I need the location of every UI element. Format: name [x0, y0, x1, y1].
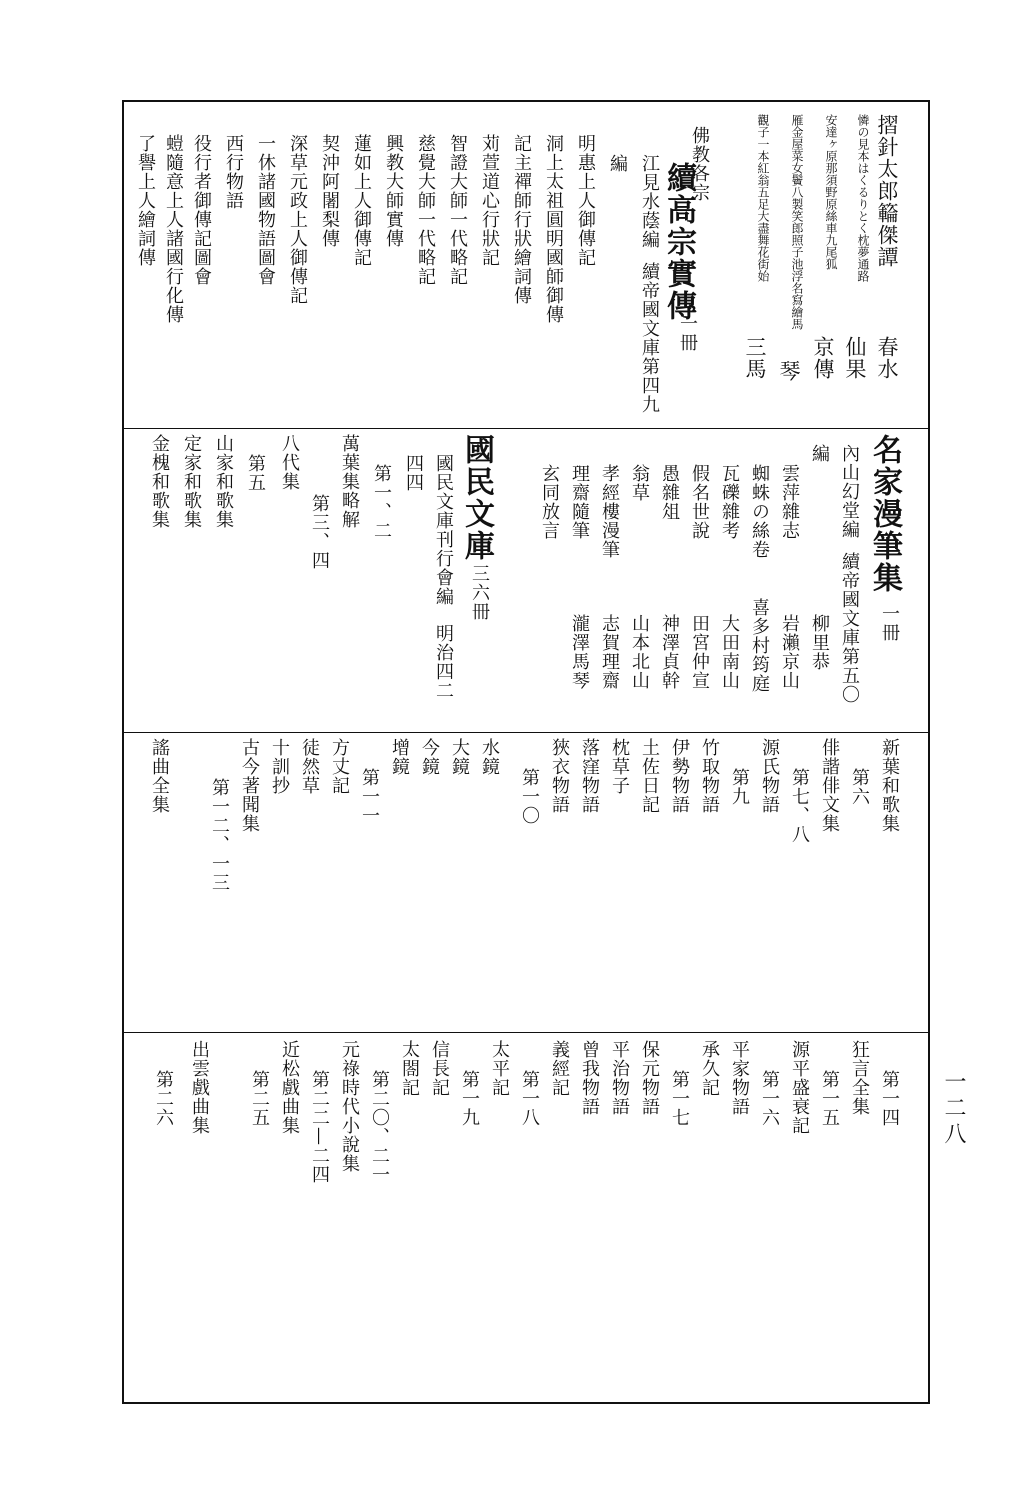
volume-no: 第二〇、二一: [369, 1070, 390, 1184]
entry-title: 憐の見本はくるりとく枕夢通路: [856, 114, 870, 282]
list-item: 智證大師一代略記: [447, 134, 468, 286]
list-item: 役行者御傳記圖會: [191, 134, 212, 286]
volume-no: 第五: [245, 454, 266, 492]
volume-no: 第二五: [249, 1070, 270, 1127]
list-item: 土佐日記: [639, 738, 660, 814]
list-item: 定家和歌集: [181, 434, 202, 529]
series-ref: 續帝國文庫第四九: [639, 262, 660, 414]
list-item: 出雲戲曲集: [189, 1040, 210, 1135]
volume-no: 第一八: [519, 1070, 540, 1127]
volume-no: 第三、四: [309, 494, 330, 570]
volume-no: 第二六: [153, 1070, 174, 1127]
publish-date: 四四: [403, 454, 424, 492]
list-item: 新葉和歌集: [879, 738, 900, 833]
entry-author: 春水: [875, 336, 899, 380]
list-item: 明惠上人御傳記: [575, 134, 596, 267]
series-ref: 續帝國文庫第五〇: [839, 552, 860, 704]
list-item: 洞上太祖圓明國師御傳: [543, 134, 564, 324]
author: 大田南山: [719, 614, 740, 690]
volume-count: 一冊: [879, 604, 900, 642]
volume-no: 第一七: [669, 1070, 690, 1127]
entry-title: 雁金屋菜女鬢八製笑郎照子池浮名寫繪馬: [790, 114, 804, 330]
page-number: 一二八: [941, 1070, 966, 1148]
list-item: 了譽上人繪詞傳: [135, 134, 156, 267]
list-item: 枕草子: [609, 738, 630, 795]
list-item: 竹取物語: [699, 738, 720, 814]
volume-no: 第一四: [879, 1070, 900, 1127]
list-item: 契沖阿闍梨傳: [319, 134, 340, 248]
collection-title: 續高宗實傳: [661, 162, 696, 322]
volume-no: 第六: [849, 768, 870, 806]
list-item: 深草元政上人御傳記: [287, 134, 308, 305]
entry-title: 安達ヶ原那須野原絲車九尾狐: [824, 114, 838, 270]
list-item: 苅萱道心行狀記: [479, 134, 500, 267]
entry-title: 摺針太郎𥶡傑譚: [875, 114, 899, 268]
list-item: 翁草: [629, 464, 650, 502]
author: 志賀理齋: [599, 614, 620, 690]
entry-author: 琴: [777, 360, 801, 382]
entry-author: 三馬: [743, 336, 767, 380]
list-item: 源平盛衰記: [789, 1040, 810, 1135]
list-item: 信長記: [429, 1040, 450, 1097]
author: 喜多村筠庭: [749, 598, 770, 693]
list-item: 一休諸國物語圖會: [255, 134, 276, 286]
tier-2: [128, 434, 924, 726]
tier-3: [128, 738, 924, 1028]
list-item: 八代集: [279, 434, 300, 491]
list-item: 元祿時代小說集: [339, 1040, 360, 1173]
list-item: 螘隨意上人諸國行化傳: [163, 134, 184, 324]
editor-suffix: 編: [809, 444, 830, 463]
list-item: 蜘蛛の絲卷: [749, 464, 770, 559]
list-item: 蓮如上人御傳記: [351, 134, 372, 267]
collection-title: 名家漫筆集: [867, 434, 902, 594]
entry-title: 觀子一本紅翁五足大盡舞花街始: [756, 114, 770, 282]
editor-suffix: 編: [607, 154, 628, 173]
list-item: 大鏡: [449, 738, 470, 776]
list-item: 方丈記: [329, 738, 350, 795]
list-item: 記主禪師行狀繪詞傳: [511, 134, 532, 305]
author: 瀧澤馬琴: [569, 614, 590, 690]
list-item: 承久記: [699, 1040, 720, 1097]
list-item: 瓦礫雜考: [719, 464, 740, 540]
entry-author: 京傳: [811, 336, 835, 380]
list-item: 徒然草: [299, 738, 320, 795]
list-item: 西行物語: [223, 134, 244, 210]
volume-no: 第一二、一三: [209, 778, 230, 892]
list-item: 愚雜俎: [659, 464, 680, 521]
list-item: 保元物語: [639, 1040, 660, 1116]
list-item: 平家物語: [729, 1040, 750, 1116]
entry-author: 仙果: [843, 336, 867, 380]
author: 岩瀨京山: [779, 614, 800, 690]
list-item: 俳諧俳文集: [819, 738, 840, 833]
list-item: 十訓抄: [269, 738, 290, 795]
publish-date: 明治四二: [433, 624, 454, 700]
collection-title: 國民文庫: [459, 434, 494, 562]
list-item: 曾我物語: [579, 1040, 600, 1116]
list-item: 增鏡: [389, 738, 410, 776]
volume-count: 三六冊: [469, 564, 490, 621]
collection-subtitle: 佛教各宗: [689, 126, 710, 202]
list-item: 平治物語: [609, 1040, 630, 1116]
list-item: 太閤記: [399, 1040, 420, 1097]
list-item: 謠曲全集: [149, 738, 170, 814]
list-item: 玄同放言: [539, 464, 560, 540]
list-item: 興教大師實傳: [383, 134, 404, 248]
editor: 國民文庫刊行會編: [433, 454, 454, 606]
tier-1: [128, 114, 924, 422]
volume-no: 第一〇: [519, 768, 540, 825]
tier-divider-1: [122, 428, 930, 429]
list-item: 孝經樓漫筆: [599, 464, 620, 559]
list-item: 伊勢物語: [669, 738, 690, 814]
list-item: 理齋隨筆: [569, 464, 590, 540]
author: 柳里恭: [809, 614, 830, 671]
list-item: 古今著聞集: [239, 738, 260, 833]
list-item: 狹衣物語: [549, 738, 570, 814]
editor: 內山幻堂編: [839, 444, 860, 539]
volume-no: 第一九: [459, 1070, 480, 1127]
list-item: 水鏡: [479, 738, 500, 776]
list-item: 狂言全集: [849, 1040, 870, 1116]
volume-no: 第二二—二四: [309, 1070, 330, 1184]
list-item: 落窪物語: [579, 738, 600, 814]
tier-4: [128, 1040, 924, 1396]
author: 田宮仲宣: [689, 614, 710, 690]
list-item: 太平記: [489, 1040, 510, 1097]
list-item: 金槐和歌集: [149, 434, 170, 529]
volume-no: 第一六: [759, 1070, 780, 1127]
list-item: 山家和歌集: [213, 434, 234, 529]
volume-count: 一冊: [677, 314, 698, 352]
author: 神澤貞幹: [659, 614, 680, 690]
tier-divider-2: [122, 732, 930, 733]
volume-no: 第一五: [819, 1070, 840, 1127]
list-item: 萬葉集略解: [339, 434, 360, 529]
list-item: 源氏物語: [759, 738, 780, 814]
list-item: 近松戲曲集: [279, 1040, 300, 1135]
list-item: 義經記: [549, 1040, 570, 1097]
list-item: 雲萍雜志: [779, 464, 800, 540]
list-item: 假名世說: [689, 464, 710, 540]
volume-no: 第一、二: [371, 464, 392, 540]
list-item: 今鏡: [419, 738, 440, 776]
author: 山本北山: [629, 614, 650, 690]
tier-divider-3: [122, 1032, 930, 1033]
volume-no: 第一一: [359, 768, 380, 825]
volume-no: 第九: [729, 768, 750, 806]
editor: 江見水蔭編: [639, 154, 660, 249]
volume-no: 第七、八: [789, 768, 810, 844]
list-item: 慈覺大師一代略記: [415, 134, 436, 286]
